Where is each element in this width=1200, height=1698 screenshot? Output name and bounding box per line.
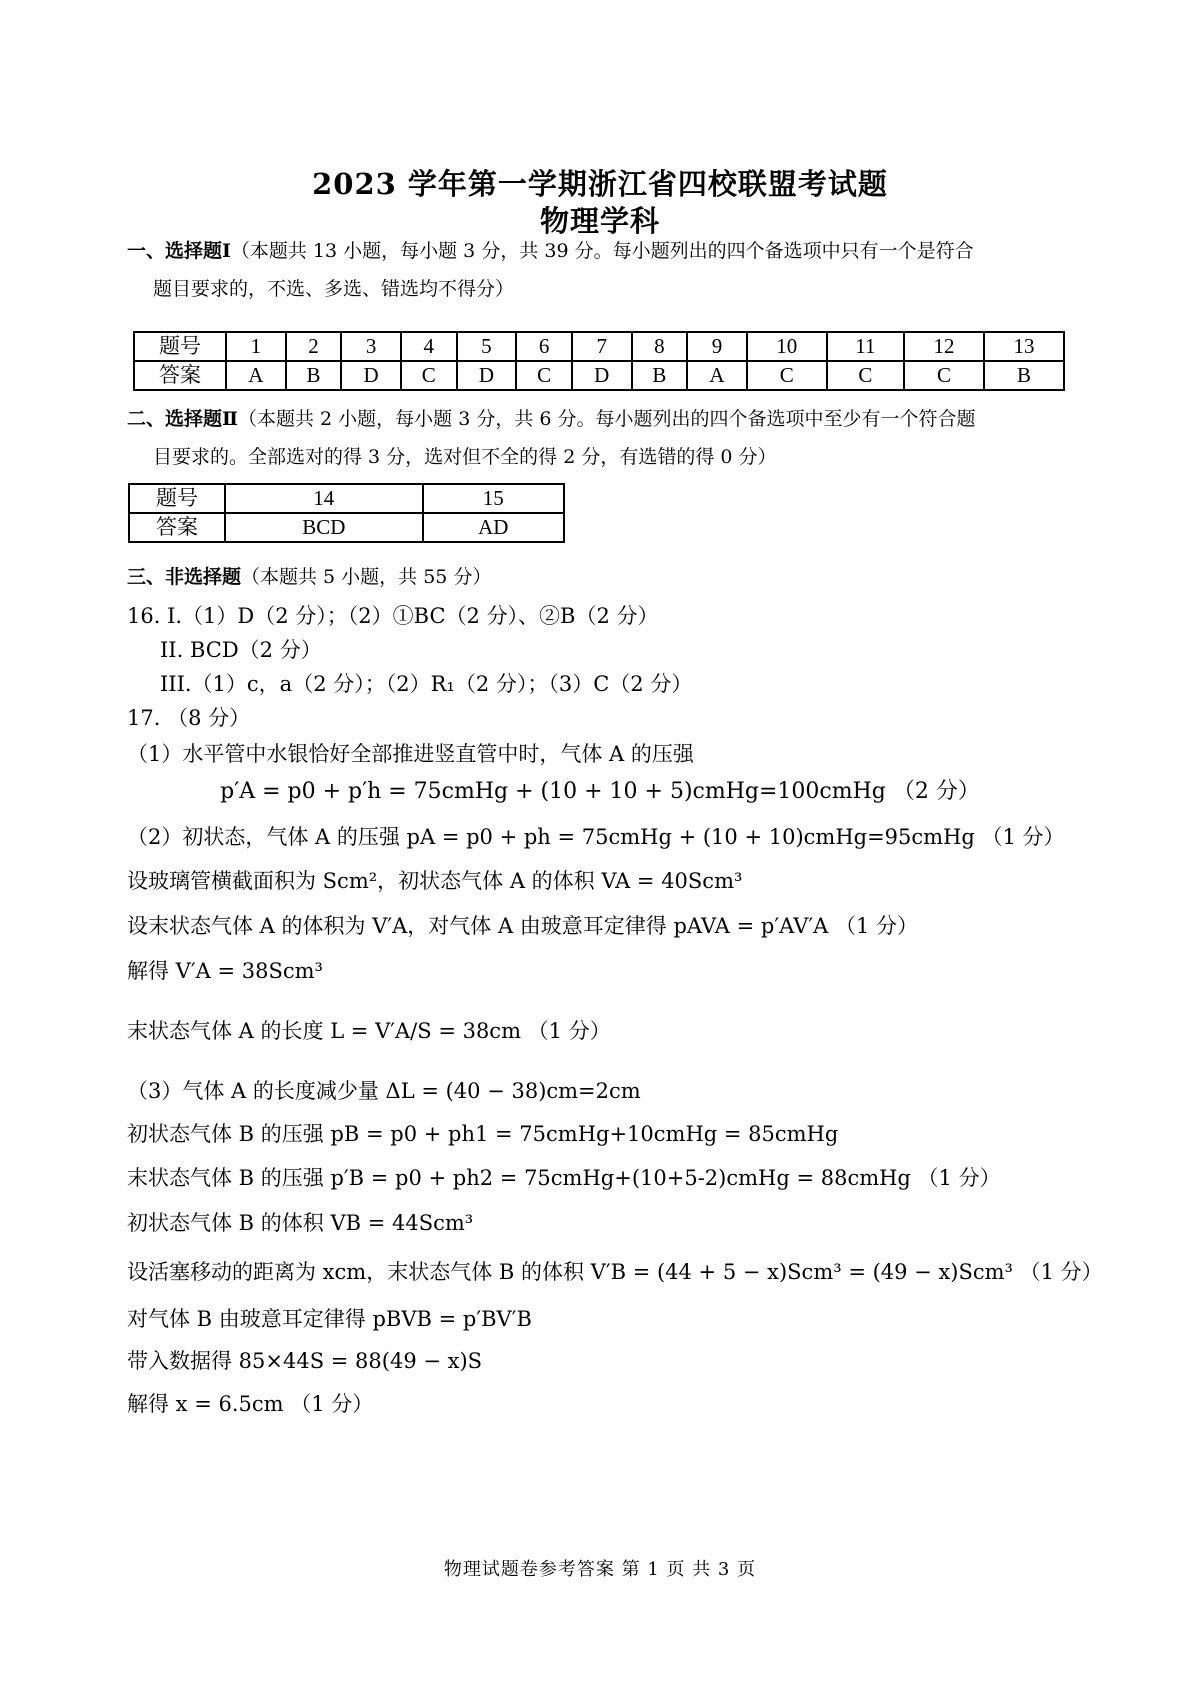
question-number-cell: 2 bbox=[286, 332, 342, 361]
section-1-title: 一、选择题Ⅰ bbox=[127, 240, 231, 262]
answer-cell: C bbox=[747, 361, 827, 390]
question-number-cell: 11 bbox=[827, 332, 904, 361]
solution-line: 初状态气体 B 的体积 VB = 44Scm³ bbox=[127, 1211, 474, 1235]
question-number-cell: 7 bbox=[572, 332, 632, 361]
solution-line: （3）气体 A 的长度减少量 ΔL = (40 − 38)cm=2cm bbox=[127, 1079, 641, 1103]
question-number-cell: 12 bbox=[904, 332, 984, 361]
section-2-answer-table bbox=[128, 483, 565, 543]
page-subtitle: 物理学科 bbox=[539, 204, 660, 238]
section-3-title: 三、非选择题 bbox=[127, 566, 242, 588]
section-1-answer-table bbox=[133, 331, 1065, 391]
table-row-answers bbox=[129, 513, 564, 542]
answer-cell: AD bbox=[423, 513, 564, 542]
section-2-title: 二、选择题Ⅱ bbox=[127, 408, 239, 430]
answer-cell: BCD bbox=[225, 513, 423, 542]
section-1-desc-cont: 题目要求的，不选、多选、错选均不得分） bbox=[153, 278, 515, 300]
question-number-cell: 14 bbox=[225, 484, 423, 513]
row-label-answer: 答案 bbox=[129, 513, 225, 542]
question-number-cell: 10 bbox=[747, 332, 827, 361]
row-label-answer: 答案 bbox=[134, 361, 226, 390]
answer-16-part-3: III.（1）c，a（2 分）；（2）R₁（2 分）；（3）C（2 分） bbox=[160, 672, 693, 696]
answer-cell: D bbox=[341, 361, 401, 390]
answer-16-part-2: II. BCD（2 分） bbox=[160, 638, 322, 662]
answer-cell: A bbox=[687, 361, 747, 390]
answer-16-line: 16. I.（1）D（2 分）；（2）①BC（2 分）、②B（2 分） bbox=[127, 604, 659, 628]
row-label-question: 题号 bbox=[129, 484, 225, 513]
section-2-desc: （本题共 2 小题，每小题 3 分，共 6 分。每小题列出的四个备选项中至少有一个符合题 bbox=[238, 408, 976, 430]
section-1-desc: （本题共 13 小题，每小题 3 分，共 39 分。每小题列出的四个备选项中只有一个是符合 bbox=[230, 240, 974, 262]
solution-line: 末状态气体 A 的长度 L = V′A/S = 38cm （1 分） bbox=[127, 1019, 611, 1043]
solution-line: 初状态气体 B 的压强 pB = p0 + ph1 = 75cmHg+10cmHg = 85cmHg bbox=[127, 1122, 839, 1146]
solution-line: 设玻璃管横截面积为 Scm²，初状态气体 A 的体积 VA = 40Scm³ bbox=[127, 869, 743, 893]
section-3-header bbox=[127, 558, 1087, 596]
solution-line: 设活塞移动的距离为 xcm，末状态气体 B 的体积 V′B = (44 + 5 − x)Scm³ = (49 − x)Scm³ （1 分） bbox=[127, 1260, 1103, 1284]
section-2-header bbox=[127, 400, 1087, 476]
question-number-cell: 6 bbox=[516, 332, 572, 361]
answer-cell: B bbox=[286, 361, 342, 390]
solution-line: 对气体 B 由玻意耳定律得 pBVB = p′BV′B bbox=[127, 1307, 532, 1331]
question-number-cell: 13 bbox=[984, 332, 1064, 361]
answer-cell: B bbox=[632, 361, 688, 390]
question-number-cell: 1 bbox=[226, 332, 286, 361]
question-number-cell: 15 bbox=[423, 484, 564, 513]
question-number-cell: 9 bbox=[687, 332, 747, 361]
question-number-cell: 8 bbox=[632, 332, 688, 361]
solution-line: 设末状态气体 A 的体积为 V′A，对气体 A 由玻意耳定律得 pAVA = p′AV′A （1 分） bbox=[127, 914, 919, 938]
row-label-question: 题号 bbox=[134, 332, 226, 361]
question-number-cell: 3 bbox=[341, 332, 401, 361]
section-3-desc: （本题共 5 小题，共 55 分） bbox=[241, 566, 492, 588]
formula-line: p′A = p0 + p′h = 75cmHg + (10 + 10 + 5)cmHg=100cmHg （2 分） bbox=[220, 779, 980, 804]
answer-cell: D bbox=[572, 361, 632, 390]
table-row-questions bbox=[134, 332, 1064, 361]
answer-cell: C bbox=[827, 361, 904, 390]
solution-line: 解得 V′A = 38Scm³ bbox=[127, 959, 323, 983]
answer-cell: A bbox=[226, 361, 286, 390]
answer-cell: B bbox=[984, 361, 1064, 390]
answer-cell: C bbox=[401, 361, 457, 390]
answer-cell: C bbox=[904, 361, 984, 390]
answer-cell: C bbox=[516, 361, 572, 390]
answer-17-heading: 17. （8 分） bbox=[127, 706, 251, 730]
table-row-answers bbox=[134, 361, 1064, 390]
solution-line: （2）初状态，气体 A 的压强 pA = p0 + ph = 75cmHg + (10 + 10)cmHg=95cmHg （1 分） bbox=[127, 825, 1065, 849]
page-footer: 物理试题卷参考答案 第 1 页 共 3 页 bbox=[443, 1559, 757, 1580]
section-2-desc-cont: 目要求的。全部选对的得 3 分，选对但不全的得 2 分，有选错的得 0 分） bbox=[153, 446, 777, 468]
solution-line: 带入数据得 85×44S = 88(49 − x)S bbox=[127, 1349, 483, 1373]
solution-line: 末状态气体 B 的压强 p′B = p0 + ph2 = 75cmHg+(10+5-2)cmHg = 88cmHg （1 分） bbox=[127, 1166, 1001, 1190]
solution-line: （1）水平管中水银恰好全部推进竖直管中时，气体 A 的压强 bbox=[127, 742, 694, 766]
answer-cell: D bbox=[457, 361, 517, 390]
question-number-cell: 4 bbox=[401, 332, 457, 361]
question-number-cell: 5 bbox=[457, 332, 517, 361]
table-row-questions bbox=[129, 484, 564, 513]
page-title: 2023 学年第一学期浙江省四校联盟考试题 bbox=[312, 167, 888, 201]
section-1-header bbox=[127, 232, 1087, 308]
solution-line: 解得 x = 6.5cm （1 分） bbox=[127, 1392, 374, 1416]
